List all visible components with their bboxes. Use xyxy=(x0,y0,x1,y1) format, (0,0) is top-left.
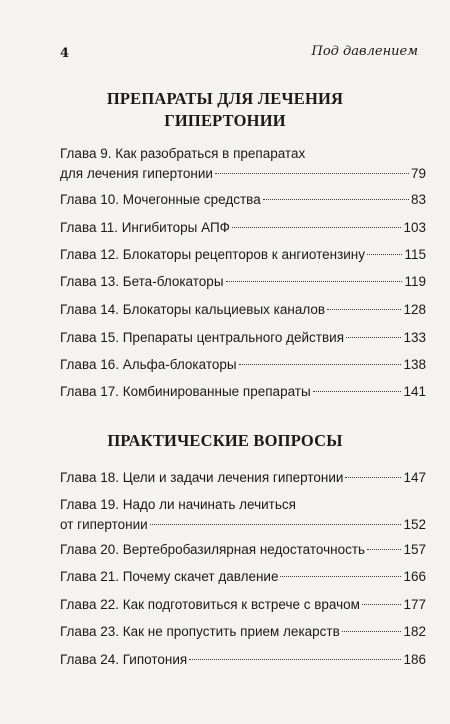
toc-entry-title: Глава 12. Блокаторы рецепторов к ангиотензину xyxy=(60,247,366,262)
toc-entry-title: для лечения гипертонии xyxy=(60,166,213,181)
toc-entry-title: от гипертонии xyxy=(60,517,148,532)
toc-page-number: 157 xyxy=(403,542,426,557)
toc-page-number: 119 xyxy=(404,274,426,289)
toc-entry-title: Глава 15. Препараты центрального действия xyxy=(60,330,345,345)
toc-entry-chapter-16[interactable] xyxy=(60,355,426,375)
toc-entry-title: Глава 19. Надо ли начинать лечиться xyxy=(60,497,296,512)
section-title-drugs xyxy=(0,88,450,132)
toc-entry-title: Глава 14. Блокаторы кальциевых каналов xyxy=(60,302,326,317)
section-title-line: ПРЕПАРАТЫ ДЛЯ ЛЕЧЕНИЯ xyxy=(106,89,344,108)
toc-entry-chapter-13[interactable] xyxy=(60,272,426,292)
toc-entry-title: Глава 21. Почему скачет давление xyxy=(60,569,279,584)
section-title-practical xyxy=(0,430,450,452)
toc-entry-chapter-10[interactable] xyxy=(60,190,426,210)
dot-leader xyxy=(345,477,401,478)
toc-page-number: 115 xyxy=(404,247,426,262)
toc-entry-chapter-12[interactable] xyxy=(60,245,426,265)
toc-entry-chapter-15[interactable] xyxy=(60,328,426,348)
dot-leader xyxy=(346,337,401,338)
toc-entry-chapter-19[interactable] xyxy=(60,495,426,535)
dot-leader xyxy=(342,631,402,632)
toc-entry-chapter-23[interactable] xyxy=(60,622,426,642)
dot-leader xyxy=(327,309,401,310)
dot-leader xyxy=(367,549,401,550)
dot-leader xyxy=(226,281,403,282)
toc-entry-title: Глава 10. Мочегонные средства xyxy=(60,192,261,207)
toc-entry-title: Глава 18. Цели и задачи лечения гипертонии xyxy=(60,470,344,485)
dot-leader xyxy=(150,524,402,525)
toc-entry-chapter-11[interactable] xyxy=(60,218,426,238)
section-title-line: ПРАКТИЧЕСКИЕ ВОПРОСЫ xyxy=(107,431,343,450)
toc-page-number: 128 xyxy=(403,302,426,317)
toc-entry-title: Глава 23. Как не пропустить прием лекарств xyxy=(60,624,340,639)
toc-page-number: 141 xyxy=(403,384,426,399)
dot-leader xyxy=(239,364,402,365)
dot-leader xyxy=(362,604,402,605)
toc-entry-chapter-14[interactable] xyxy=(60,300,426,320)
toc-page-number: 182 xyxy=(403,624,426,639)
toc-page-number: 79 xyxy=(410,166,426,181)
toc-entry-title: Глава 13. Бета-блокаторы xyxy=(60,274,224,289)
dot-leader xyxy=(232,227,402,228)
toc-entry-chapter-20[interactable] xyxy=(60,540,426,560)
toc-entry-chapter-9[interactable] xyxy=(60,144,426,184)
dot-leader xyxy=(215,173,409,174)
running-title: Под давлением xyxy=(311,44,418,59)
toc-entry-title: Глава 20. Вертебробазилярная недостаточность xyxy=(60,542,366,557)
toc-entry-title: Глава 16. Альфа-блокаторы xyxy=(60,357,237,372)
toc-entry-chapter-18[interactable] xyxy=(60,468,426,488)
toc-page-number: 133 xyxy=(403,330,426,345)
dot-leader xyxy=(263,199,409,200)
dot-leader xyxy=(313,391,402,392)
toc-entry-title: Глава 24. Гипотония xyxy=(60,652,188,667)
section-title-line: ГИПЕРТОНИИ xyxy=(164,111,286,130)
toc-page-number: 83 xyxy=(410,192,426,207)
dot-leader xyxy=(280,576,401,577)
toc-page-number: 138 xyxy=(403,357,426,372)
toc-entry-chapter-21[interactable] xyxy=(60,567,426,587)
dot-leader xyxy=(189,659,401,660)
toc-entry-title: Глава 9. Как разобраться в препаратах xyxy=(60,146,306,161)
dot-leader xyxy=(367,254,402,255)
toc-entry-title: Глава 11. Ингибиторы АПФ xyxy=(60,220,230,235)
toc-page-number: 177 xyxy=(403,597,426,612)
toc-entry-chapter-22[interactable] xyxy=(60,595,426,615)
toc-page-number: 147 xyxy=(403,470,426,485)
page-number: 4 xyxy=(60,46,70,61)
toc-page-number: 152 xyxy=(403,517,426,532)
toc-entry-chapter-24[interactable] xyxy=(60,650,426,670)
toc-entry-title: Глава 17. Комбинированные препараты xyxy=(60,384,311,399)
toc-page-number: 166 xyxy=(403,569,426,584)
toc-page-number: 103 xyxy=(403,220,426,235)
toc-entry-title: Глава 22. Как подготовиться к встрече с врачом xyxy=(60,597,360,612)
toc-page-number: 186 xyxy=(403,652,426,667)
toc-entry-chapter-17[interactable] xyxy=(60,382,426,402)
